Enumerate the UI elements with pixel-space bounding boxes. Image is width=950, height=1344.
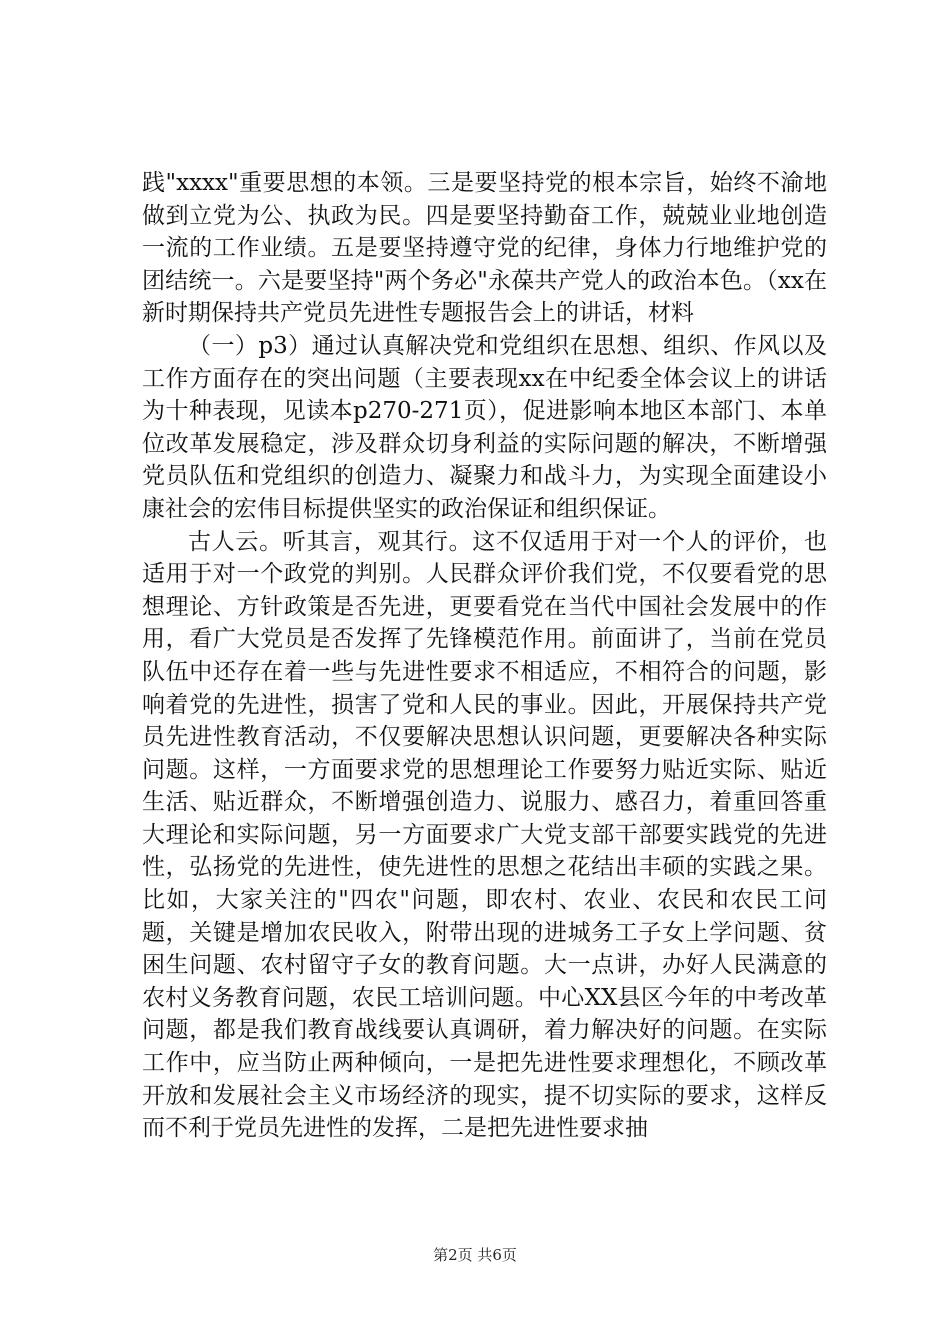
document-body: [142, 167, 827, 1145]
paragraph-2: （一）p3）通过认真解决党和党组织在思想、组织、作风以及工作方面存在的突出问题（主要表现xx在中纪委全体会议上的讲话为十种表现，见读本p270-271页），促进影响本地区本部门、本单位改革发展稳定，涉及群众切身利益的实际问题的解决，不断增强党员队伍和党组织的创造力、凝聚力和战斗力，为实现全面建设小康社会的宏伟目标提供坚实的政治保证和组织保证。: [142, 332, 827, 522]
page-number-footer: 第2页 共6页: [433, 1246, 517, 1264]
paragraph-3: 古人云。听其言，观其行。这不仅适用于对一个人的评价，也适用于对一个政党的判别。人民群众评价我们党，不仅要看党的思想理论、方针政策是否先进，更要看党在当代中国社会发展中的作用，看广大党员是否发挥了先锋模范作用。前面讲了，当前在党员队伍中还存在着一些与先进性要求不相适应，不相符合的问题，影响着党的先进性，损害了党和人民的事业。因此，开展保持共产党员先进性教育活动，不仅要解决思想认识问题，更要解决各种实际问题。这样，一方面要求党的思想理论工作要努力贴近实际、贴近生活、贴近群众，不断增强创造力、说服力、感召力，着重回答重大理论和实际问题，另一方面要求广大党支部干部要实践党的先进性，弘扬党的先进性，使先进性的思想之花结出丰硕的实践之果。比如，大家关注的"四农"问题，即农村、农业、农民和农民工问题，关键是增加农民收入，附带出现的进城务工子女上学问题、贫困生问题、农村留守子女的教育问题。大一点讲，办好人民满意的农村义务教育问题，农民工培训问题。中心XX县区今年的中考改革问题，都是我们教育战线要认真调研，着力解决好的问题。在实际工作中，应当防止两种倾向，一是把先进性要求理想化，不顾改革开放和发展社会主义市场经济的现实，提不切实际的要求，这样反而不利于党员先进性的发挥，二是把先进性要求抽: [142, 528, 827, 1142]
paragraph-1: 践"xxxx"重要思想的本领。三是要坚持党的根本宗旨，始终不渝地做到立党为公、执政为民。四是要坚持勤奋工作，兢兢业业地创造一流的工作业绩。五是要坚持遵守党的纪律，身体力行地维护党的团结统一。六是要坚持"两个务必"永葆共产党人的政治本色。（xx在新时期保持共产党员先进性专题报告会上的讲话，材料: [142, 170, 827, 327]
